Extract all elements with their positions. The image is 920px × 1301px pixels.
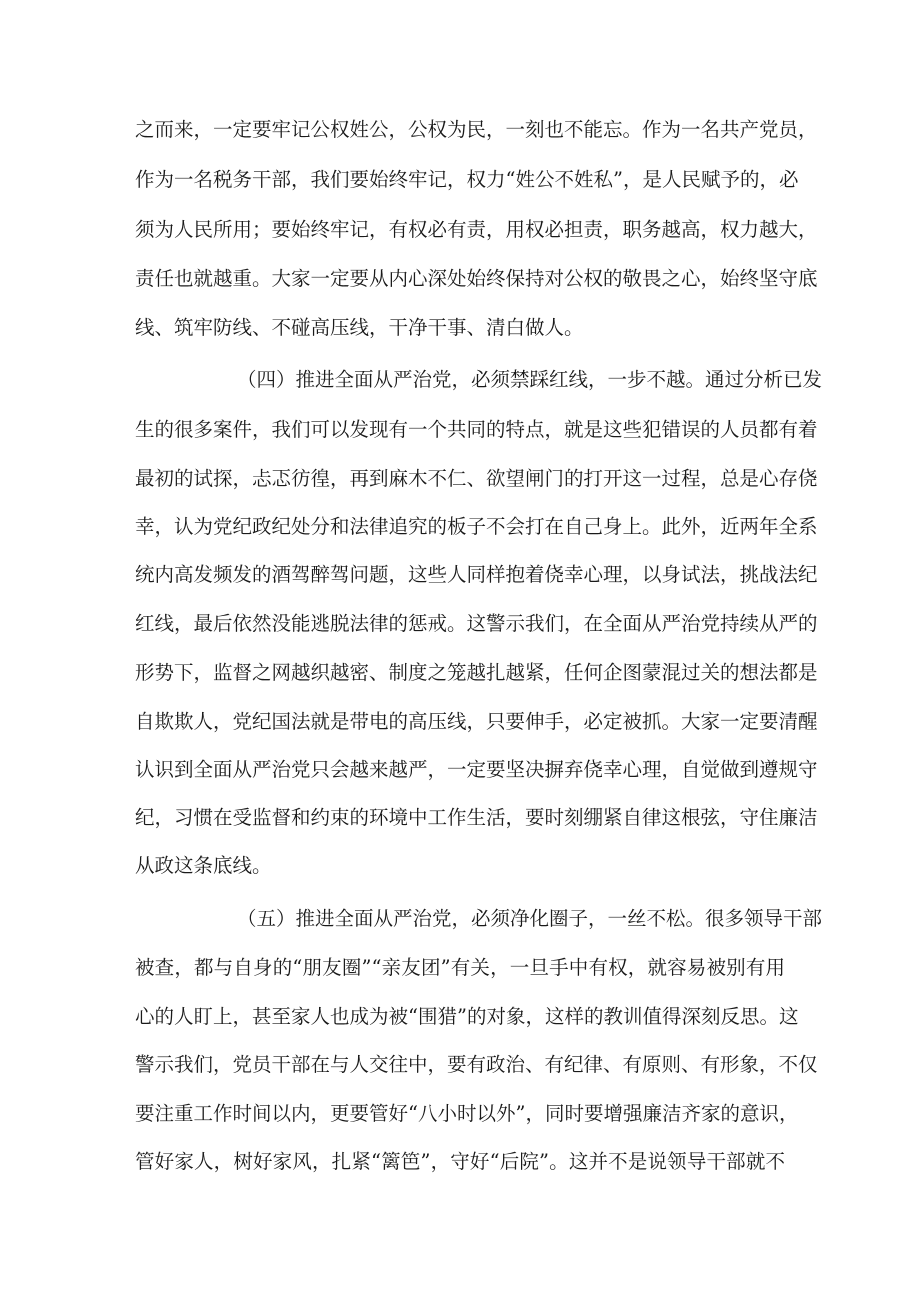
text-line: 幸，认为党纪政纪处分和法律追究的板子不会打在自己身上。此外，近两年全系 xyxy=(135,515,818,538)
text-line: 纪，习惯在受监督和约束的环境中工作生活，要时刻绷紧自律这根弦，守住廉洁 xyxy=(135,806,818,829)
section-heading-line: （五）推进全面从严治党，必须净化圈子，一丝不松。很多领导干部 xyxy=(237,907,823,930)
text-line: 认识到全面从严治党只会越来越严，一定要坚决摒弃侥幸心理，自觉做到遵规守 xyxy=(135,758,818,781)
text-line: 生的很多案件，我们可以发现有一个共同的特点，就是这些犯错误的人员都有着 xyxy=(135,418,818,441)
text-line: 线、筑牢防线、不碰高压线，干净干事、清白做人。 xyxy=(135,316,584,339)
text-line: 心的人盯上，甚至家人也成为被“围猎”的对象，这样的教训值得深刻反思。这 xyxy=(135,1005,799,1028)
text-line: 责任也就越重。大家一定要从内心深处始终保持对公权的敬畏之心，始终坚守底 xyxy=(135,267,818,290)
text-line: 最初的试探，忐忑彷徨，再到麻木不仁、欲望闸门的打开这一过程，总是心存侥 xyxy=(135,467,818,490)
text-line: 从政这条底线。 xyxy=(135,854,272,877)
text-line: 警示我们，党员干部在与人交往中，要有政治、有纪律、有原则、有形象，不仅 xyxy=(135,1053,818,1076)
section-heading-line: （四）推进全面从严治党，必须禁踩红线，一步不越。通过分析已发 xyxy=(237,368,823,391)
text-line: 须为人民所用；要始终牢记，有权必有责，用权必担责，职务越高，权力越大， xyxy=(135,218,818,241)
text-line: 自欺欺人，党纪国法就是带电的高压线，只要伸手，必定被抓。大家一定要清醒 xyxy=(135,710,818,733)
text-line: 要注重工作时间以内，更要管好“八小时以外”，同时要增强廉洁齐家的意识， xyxy=(135,1102,799,1125)
text-line: 之而来，一定要牢记公权姓公，公权为民，一刻也不能忘。作为一名共产党员， xyxy=(135,118,818,141)
text-line: 管好家人，树好家风，扎紧“篱笆”，守好“后院”。这并不是说领导干部就不 xyxy=(135,1150,785,1173)
text-line: 红线，最后依然没能逃脱法律的惩戒。这警示我们，在全面从严治党持续从严的 xyxy=(135,612,818,635)
text-line: 作为一名税务干部，我们要始终牢记，权力“姓公不姓私”，是人民赋予的，必 xyxy=(135,168,799,191)
text-line: 被查，都与自身的“朋友圈”“亲友团”有关，一旦手中有权，就容易被别有用 xyxy=(135,956,785,979)
text-line: 统内高发频发的酒驾醉驾问题，这些人同样抱着侥幸心理，以身试法，挑战法纪 xyxy=(135,563,818,586)
text-line: 形势下，监督之网越织越密、制度之笼越扎越紧，任何企图蒙混过关的想法都是 xyxy=(135,661,818,684)
